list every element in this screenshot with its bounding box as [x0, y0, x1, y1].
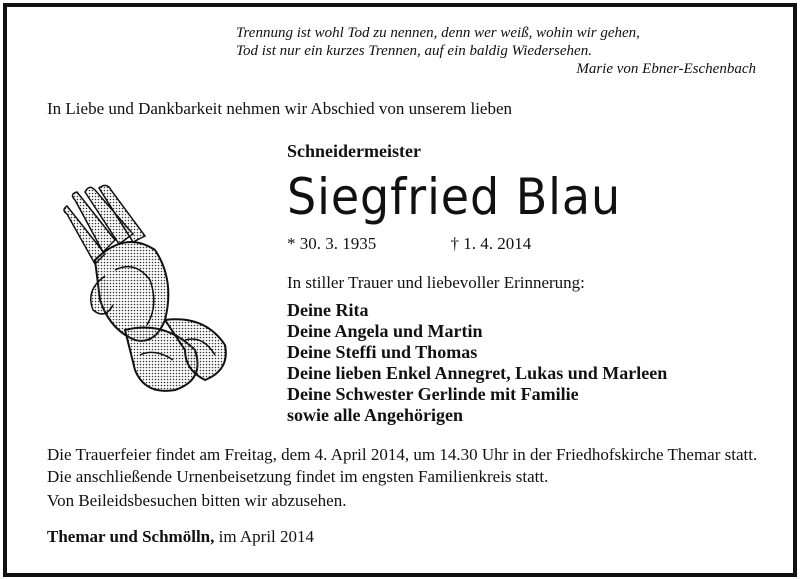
family-member: Deine Schwester Gerlinde mit Familie: [287, 384, 579, 404]
quote-line-2: Tod ist nur ein kurzes Trennen, auf ein baldig Wiedersehen.: [236, 43, 592, 59]
place-date: im April 2014: [218, 527, 315, 546]
place-locations: Themar und Schmölln,: [47, 527, 215, 546]
condolence-note: Von Beileidsbesuchen bitten wir abzusehen.: [47, 491, 347, 510]
place-and-date: [47, 527, 314, 547]
family-member: Deine Rita: [287, 300, 369, 320]
deceased-name: Siegfried Blau: [287, 168, 622, 226]
praying-hands-icon: [55, 180, 255, 400]
family-member: Deine Angela und Martin: [287, 321, 483, 341]
quote-author: Marie von Ebner-Eschenbach: [576, 61, 756, 77]
poem-quote: [236, 24, 756, 78]
family-member: sowie alle Angehörigen: [287, 405, 463, 425]
mourning-text: In stiller Trauer und liebevoller Erinnerung:: [287, 273, 585, 292]
family-list: [287, 300, 667, 426]
ceremony-info: Die Trauerfeier findet am Freitag, dem 4. April 2014, um 14.30 Uhr in der Friedhofskirche Themar statt. Die anschließende Urnenbeisetzung findet im engsten Familienkreis statt.: [47, 445, 758, 486]
family-member: Deine Steffi und Thomas: [287, 342, 478, 362]
intro-text: In Liebe und Dankbarkeit nehmen wir Abschied von unserem lieben: [47, 99, 513, 118]
deceased-title: Schneidermeister: [287, 141, 421, 161]
death-date: † 1. 4. 2014: [450, 234, 532, 253]
birth-date: * 30. 3. 1935: [287, 234, 377, 253]
life-dates: [287, 234, 531, 254]
family-member: Deine lieben Enkel Annegret, Lukas und Marleen: [287, 363, 668, 383]
quote-line-1: Trennung ist wohl Tod zu nennen, denn wer weiß, wohin wir gehen,: [236, 25, 640, 41]
